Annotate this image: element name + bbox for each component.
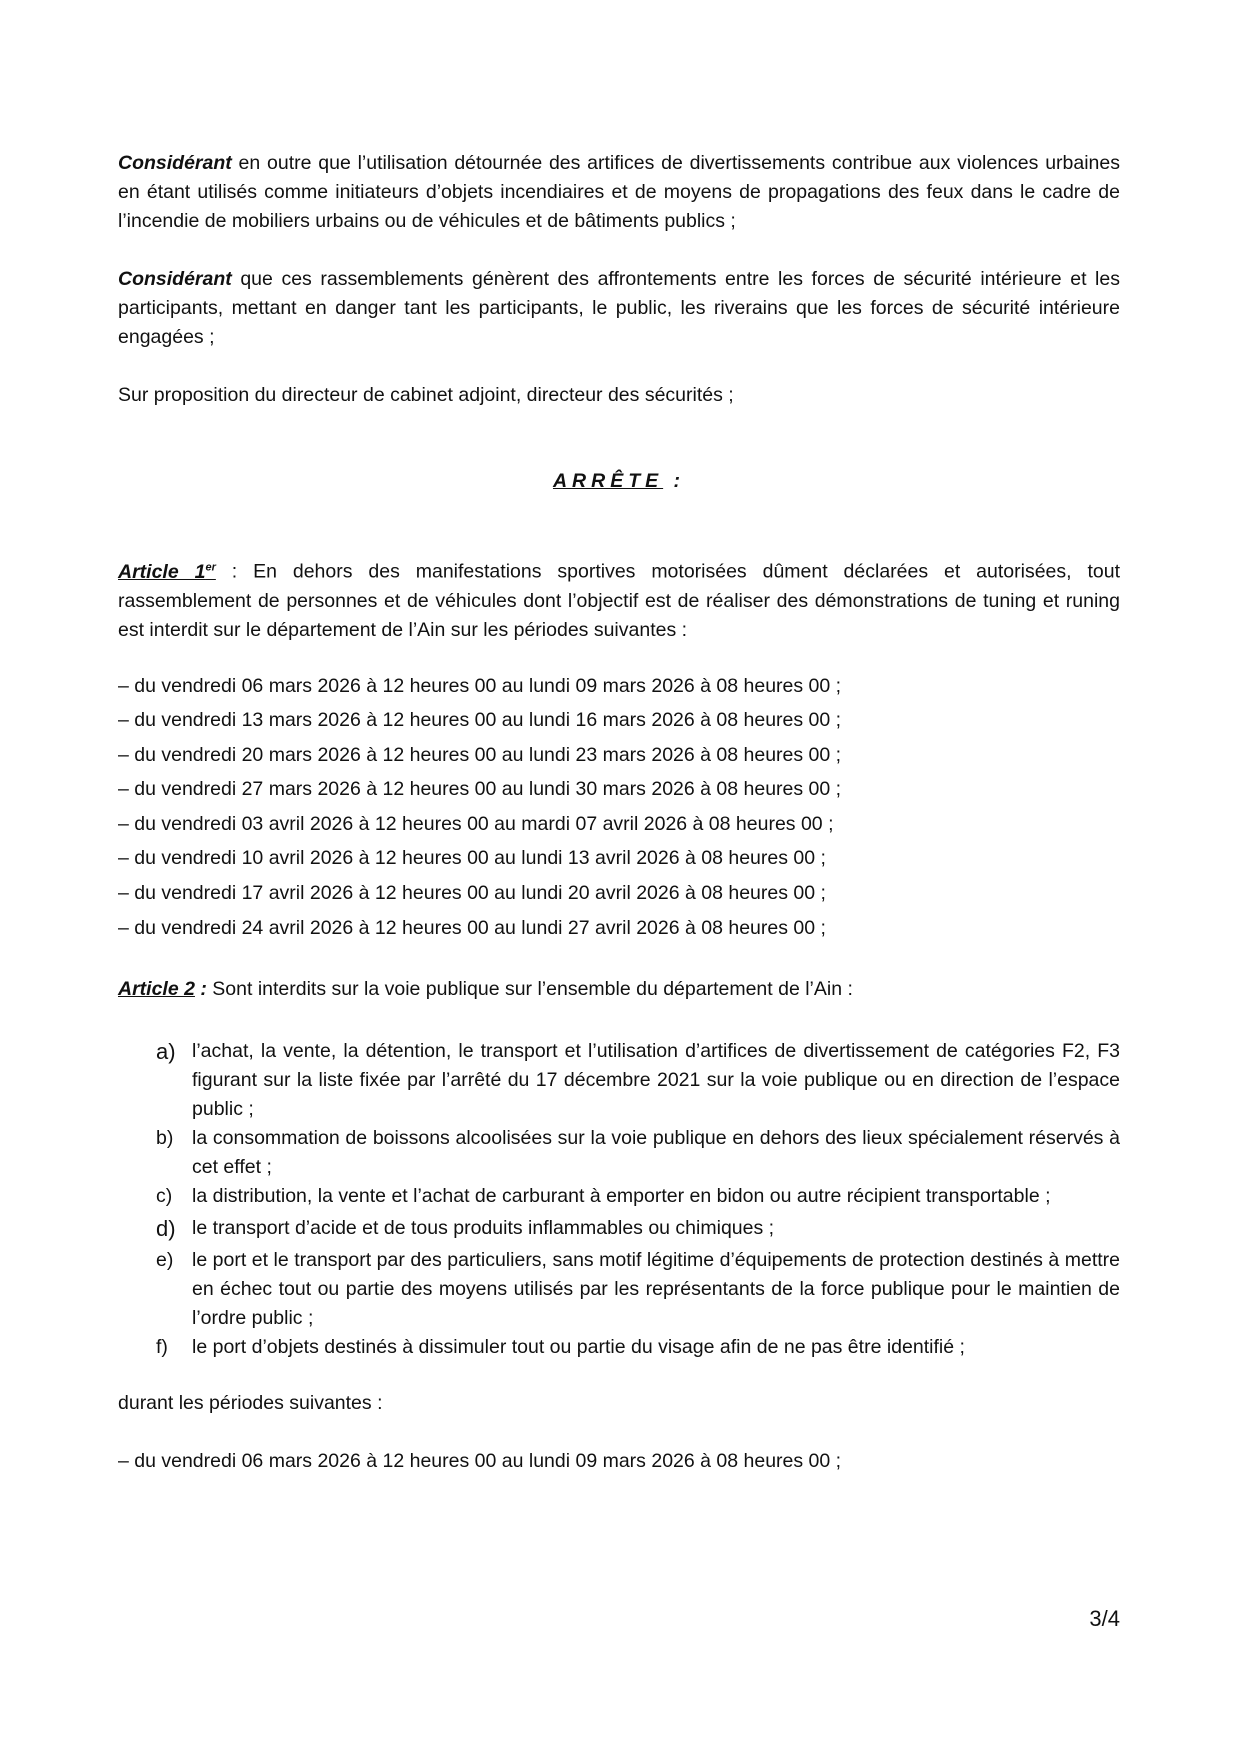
period-item: – du vendredi 27 mars 2026 à 12 heures 00 au lundi 30 mars 2026 à 08 heures 00 ; — [118, 778, 842, 801]
list-item: c) la distribution, la vente et l’achat de carburant à emporter en bidon ou autre récipient transportable ; — [156, 1185, 1051, 1208]
arrete-heading: ARRÊTE : — [552, 470, 686, 492]
article-2: Article 2 : Sont interdits sur la voie publique sur l’ensemble du département de l’Ain : — [118, 978, 853, 1001]
period-item: – du vendredi 24 avril 2026 à 12 heures 00 au lundi 27 avril 2026 à 08 heures 00 ; — [118, 916, 826, 939]
article-1: Article 1er : En dehors des manifestations sportives motorisées dûment déclarées et autorisées, tout rassemblement de personnes et de véhicules dont l’objectif est de réaliser des démonstrations de tuning et runing est interdit sur le département de l’Ain sur les périodes suivantes : — [118, 560, 1120, 641]
period-item: – du vendredi 17 avril 2026 à 12 heures 00 au lundi 20 avril 2026 à 08 heures 00 ; — [118, 882, 826, 905]
article-1-label: Article 1er — [118, 560, 216, 583]
list-item: e) le port et le transport par des particuliers, sans motif légitime d’équipements de protection destinés à mettre en échec tout ou partie des moyens utilisés par les représentants de la force publique pour le maintien de l’ordre public ; — [156, 1249, 1120, 1330]
period-item: – du vendredi 10 avril 2026 à 12 heures 00 au lundi 13 avril 2026 à 08 heures 00 ; — [118, 847, 826, 870]
during-label: durant les périodes suivantes : — [118, 1392, 383, 1415]
page-number: 3/4 — [1089, 1606, 1120, 1631]
list-item: d) le transport d’acide et de tous produits inflammables ou chimiques ; — [156, 1216, 775, 1242]
article-1-periods — [118, 669, 1120, 946]
list-item: f) le port d’objets destinés à dissimuler tout ou partie du visage afin de ne pas être identifié ; — [156, 1336, 965, 1359]
period-item: – du vendredi 03 avril 2026 à 12 heures 00 au mardi 07 avril 2026 à 08 heures 00 ; — [118, 812, 834, 835]
article-2-items — [118, 1037, 1120, 1362]
period-item: – du vendredi 20 mars 2026 à 12 heures 00 au lundi 23 mars 2026 à 08 heures 00 ; — [118, 743, 842, 766]
list-item: b) la consommation de boissons alcoolisées sur la voie publique en dehors des lieux spécialement réservés à cet effet ; — [156, 1127, 1120, 1179]
period-item: – du vendredi 06 mars 2026 à 12 heures 00 au lundi 09 mars 2026 à 08 heures 00 ; — [118, 1450, 842, 1473]
period-item: – du vendredi 06 mars 2026 à 12 heures 00 au lundi 09 mars 2026 à 08 heures 00 ; — [118, 674, 842, 697]
document-page — [118, 149, 1120, 1476]
list-item: a) l’achat, la vente, la détention, le transport et l’utilisation d’artifices de divertissement de catégories F2, F3 figurant sur la liste fixée par l’arrêté du 17 décembre 2021 sur la voie publique ou en direction de l’espace public ; — [156, 1039, 1120, 1121]
considerant-paragraph-1: Considérant en outre que l’utilisation détournée des artifices de divertissements contribue aux violences urbaines en étant utilisés comme initiateurs d’objets incendiaires et de moyens de propagations des feux dans le cadre de l’incendie de mobiliers urbains ou de véhicules et de bâtiments publics ; — [118, 152, 1120, 232]
period-item: – du vendredi 13 mars 2026 à 12 heures 00 au lundi 16 mars 2026 à 08 heures 00 ; — [118, 709, 842, 732]
considerant-paragraph-2: Considérant que ces rassemblements génèrent des affrontements entre les forces de sécurité intérieure et les participants, mettant en danger tant les participants, le public, les riverains que les forces de sécurité intérieure engagées ; — [118, 268, 1120, 348]
proposition-paragraph: Sur proposition du directeur de cabinet adjoint, directeur des sécurités ; — [118, 384, 734, 406]
